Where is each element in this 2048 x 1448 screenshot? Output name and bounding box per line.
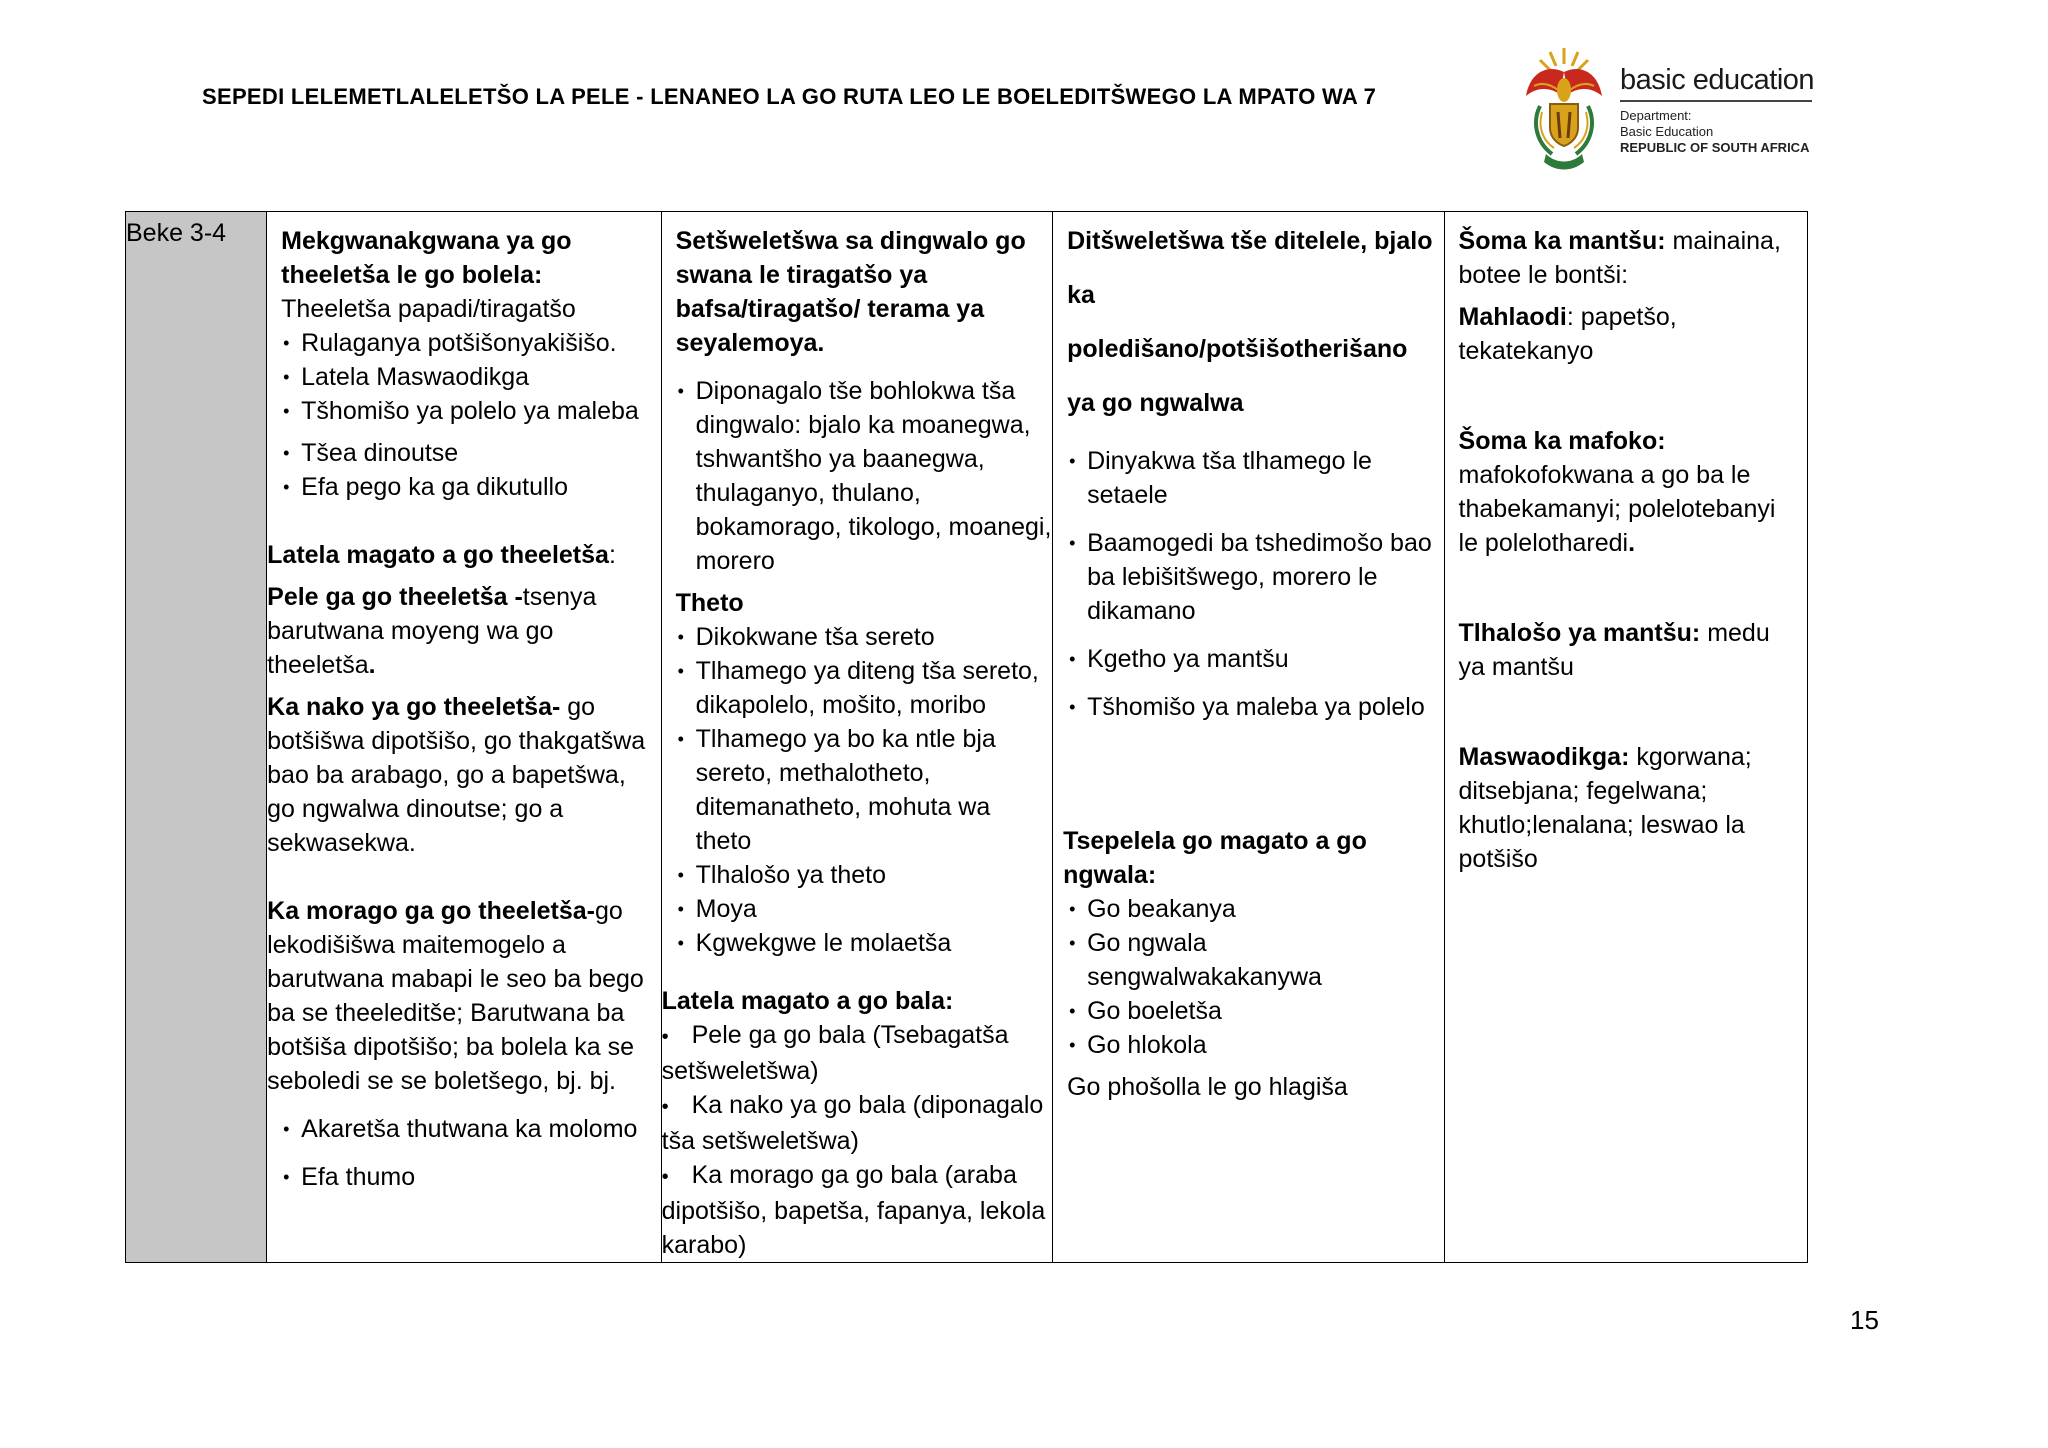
vocabulary-paragraph: Tlhalošo ya mantšu: medu ya mantšu (1458, 619, 1770, 681)
list-item: • Tlhalošo ya theto (680, 858, 1052, 892)
list-item: • Ka morago ga go bala (araba dipotšišo, bapetša, fapanya, lekola karabo) (661, 1161, 1046, 1259)
week-label: Beke 3-4 (126, 219, 227, 247)
list-item: • Tlhamego ya diteng tša sereto, dikapolelo, mošito, moribo (680, 654, 1052, 722)
listening-heading-rest: Theeletša papadi/tiragatšo (281, 295, 576, 323)
during-listening-paragraph: Ka nako ya go theeletša- go botšišwa dipotšišo, go thakgatšwa bao ba arabago, go a bapetšwa, go ngwalwa dinoutse; go a sekwasekwa. (267, 693, 646, 857)
logo-line-republic: REPUBLIC OF SOUTH AFRICA (1620, 140, 1810, 155)
reading-heading: Setšweletšwa sa dingwalo go swana le tiragatšo ya bafsa/tiragatšo/ terama ya seyalemoya. (675, 227, 1026, 357)
list-item: • Dikokwane tša sereto (680, 620, 1052, 654)
listening-bullet-list (267, 326, 660, 504)
word-work-paragraph: Šoma ka mantšu: mainaina, botee le bontši: (1458, 227, 1781, 289)
list-item: • Baamogedi ba tshedimošo bao ba lebišitšwego, morero le dikamano (1071, 526, 1443, 628)
department-logo (1520, 42, 1820, 172)
list-item: • Latela Maswaodikga (285, 360, 660, 394)
writing-steps-list (1053, 892, 1443, 1062)
curriculum-table (125, 211, 1808, 1263)
language-structures-cell (1444, 212, 1807, 1263)
listening-heading (267, 212, 660, 326)
list-item: • Efa thumo (285, 1160, 660, 1194)
list-item: • Go ngwala sengwalwakakanywa (1071, 926, 1443, 994)
list-item: • Akaretša thutwana ka molomo (285, 1112, 660, 1146)
listening-steps-heading: Latela magato a go theeletša: (267, 541, 616, 569)
list-item: • Kgwekgwe le molaetša (680, 926, 1052, 960)
adjectives-paragraph: Mahlaodi: papetšo, tekatekanyo (1458, 303, 1677, 365)
logo-brand-text: basic education (1620, 64, 1815, 96)
reading-steps-heading: Latela magato a go bala: (661, 987, 954, 1015)
sentence-work-paragraph: Šoma ka mafoko: mafokofokwana a go ba le thabekamanyi; polelotebanyi le polelotharedi. (1458, 427, 1776, 557)
pre-listening-paragraph: Pele ga go theeletša -tsenya barutwana moyeng wa go theeletša. (267, 583, 597, 679)
list-item: • Tšea dinoutse (285, 436, 660, 470)
page-header-title: SEPEDI LELEMETLALELETŠO LA PELE - LENANEO LA GO RUTA LEO LE BOELEDITŠWEGO LA MPATO WA 7 (202, 84, 1377, 109)
list-item: • Tšhomišo ya maleba ya polelo (1071, 690, 1443, 724)
logo-department-text (1620, 108, 1809, 156)
week-cell (126, 212, 267, 1263)
post-listening-paragraph: Ka morago ga go theeletša-go lekodišišwa maitemogelo a barutwana mabapi le seo ba bego ba se theeleditše; Barutwana ba botšiša dipotšišo; ba bolela ka se seboledi se se boletšego, bj. bj. (267, 897, 644, 1095)
list-item: • Ka nako ya go bala (diponagalo tša setšweletšwa) (661, 1091, 1044, 1155)
listening-closing-list (267, 1112, 660, 1194)
writing-steps-heading: Tsepelela go magato a go ngwala: (1063, 827, 1367, 889)
logo-line-department: Department: (1620, 108, 1692, 123)
reading-viewing-cell (661, 212, 1052, 1263)
list-item: • Moya (680, 892, 1052, 926)
list-item: • Efa pego ka ga dikutullo (285, 470, 660, 504)
list-item: • Pele ga go bala (Tsebagatša setšweletšwa) (661, 1021, 1009, 1085)
page-number: 15 (1850, 1305, 1879, 1335)
poetry-heading: Theto (675, 589, 744, 617)
writing-bullet-list (1053, 444, 1443, 724)
listening-speaking-cell (267, 212, 661, 1263)
table-row (126, 212, 1808, 1263)
list-item: • Dinyakwa tša tlhamego le setaele (1071, 444, 1443, 512)
list-item: • Go beakanya (1071, 892, 1443, 926)
poetry-bullet-list (662, 620, 1052, 960)
list-item: • Kgetho ya mantšu (1071, 642, 1443, 676)
literature-bullet-list (662, 374, 1052, 578)
writing-heading: Ditšweletšwa tše ditelele, bjalo ka poledišano/potšišotherišano ya go ngwalwa (1067, 227, 1433, 417)
list-item: • Tlhamego ya bo ka ntle bja sereto, methalotheto, ditemanatheto, mohuta wa theto (680, 722, 1052, 858)
listening-heading-bold: Mekgwanakgwana ya go theeletša le go bolela: (281, 227, 572, 289)
writing-final-step: Go phošolla le go hlagiša (1067, 1073, 1348, 1101)
list-item: • Diponagalo tše bohlokwa tša dingwalo: bjalo ka moanegwa, tshwantšho ya baanegwa, thulaganyo, thulano, bokamorago, tikologo, moanegi, morero (680, 374, 1052, 578)
writing-presenting-cell (1053, 212, 1444, 1263)
logo-rule (1620, 100, 1812, 102)
list-item: • Tšhomišo ya polelo ya maleba (285, 394, 660, 428)
list-item: • Go boeletša (1071, 994, 1443, 1028)
coat-of-arms-icon (1520, 42, 1608, 172)
reading-steps-list (662, 1018, 1052, 1262)
list-item: • Go hlokola (1071, 1028, 1443, 1062)
list-item: • Rulaganya potšišonyakišišo. (285, 326, 660, 360)
logo-line-basic-education: Basic Education (1620, 124, 1714, 139)
punctuation-paragraph: Maswaodikga: kgorwana; ditsebjana; fegelwana; khutlo;lenalana; leswao la potšišo (1458, 743, 1752, 873)
